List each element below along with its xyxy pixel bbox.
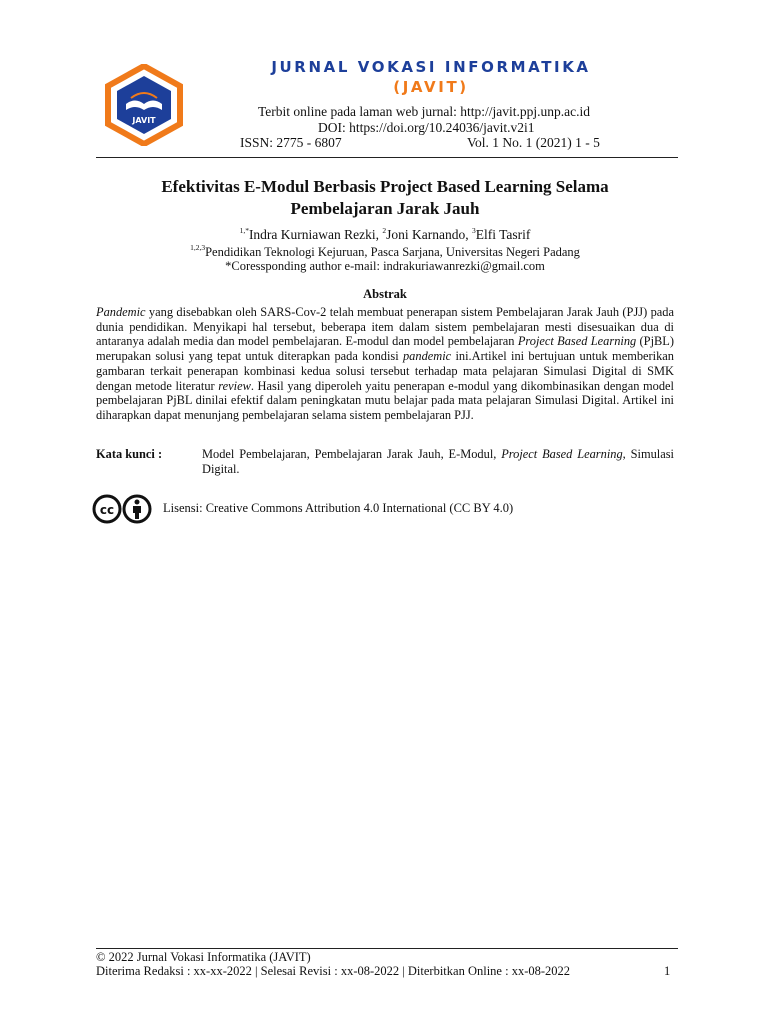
abstract-heading: Abstrak (363, 287, 407, 301)
page-number: 1 (664, 964, 671, 978)
title-line-1: Efektivitas E-Modul Berbasis Project Based Learning Selama (161, 177, 609, 196)
affiliation-text: Pendidikan Teknologi Kejuruan, Pasca Sarjana, Universitas Negeri Padang (205, 245, 580, 259)
footer-dates: Diterima Redaksi : xx-xx-2022 | Selesai Revisi : xx-08-2022 | Diterbitkan Online : xx-08-2022 (96, 964, 571, 978)
author-2: Joni Karnando, (386, 227, 472, 242)
abstract-part-7: review (218, 378, 251, 393)
cc-text: cc (99, 503, 115, 517)
header-rule (96, 157, 678, 158)
keywords-part-1: Model Pembelajaran, Pembelajaran Jarak Jauh, E-Modul, (202, 447, 502, 461)
javit-logo (104, 64, 184, 146)
title-line-2: Pembelajaran Jarak Jauh (290, 199, 480, 218)
footer-copyright: © 2022 Jurnal Vokasi Informatika (JAVIT) (96, 950, 311, 964)
issn: ISSN: 2775 - 6807 (240, 135, 342, 150)
keywords-text (202, 447, 674, 476)
author-list (96, 226, 674, 243)
abstract-part-1: Pandemic (96, 305, 146, 319)
keywords-part-3: , Simulasi Digital. (202, 447, 674, 476)
journal-name: JURNAL VOKASI INFORMATIKA (271, 58, 591, 76)
keywords-label: Kata kunci : (96, 447, 163, 461)
author-1: Indra Kurniawan Rezki, (248, 227, 383, 242)
keywords (96, 447, 674, 476)
online-info: Terbit online pada laman web jurnal: http://javit.ppj.unp.ac.id (258, 104, 590, 119)
abstract-part-4: (PjBL) merupakan solusi yang tepat untuk diterapkan pada kondisi (96, 334, 674, 364)
abstract-text (96, 305, 674, 423)
author-3-sup: 3 (472, 226, 476, 235)
affiliation-sup: 1,2,3 (190, 243, 206, 252)
doi: DOI: https://doi.org/10.24036/javit.v2i1 (318, 120, 535, 135)
cc-by-icon (92, 493, 154, 525)
abstract-part-2: yang disebabkan oleh SARS-Cov-2 telah membuat penerapan sistem Pembelajaran Jarak Jauh (PJJ) pada dunia pendidikan. Menyikapi hal tersebut, beberapa item dalam sistem pembelajaran mesti disesuaikan dua di antaranya adalah media dan model pembelajaran. E-modul dan model pembelajaran (96, 305, 674, 349)
abstract-part-3: Project Based Learning (517, 334, 637, 349)
volume-info: Vol. 1 No. 1 (2021) 1 - 5 (467, 135, 600, 150)
abstract-part-6: ini.Artikel ini bertujuan untuk memberikan gambaran terkait penerapan kombinasi kedua solusi tersebut terhadap mata pelajaran Simulasi Digital di SMK dengan metode literatur (96, 349, 674, 393)
author-2-sup: 2 (382, 226, 387, 235)
journal-abbr: (JAVIT) (393, 78, 469, 96)
corresponding-author: *Coressponding author e-mail: indrakuriawanrezki@gmail.com (225, 259, 545, 273)
license-text: Lisensi: Creative Commons Attribution 4.0 International (CC BY 4.0) (163, 501, 514, 515)
author-3: Elfi Tasrif (475, 227, 531, 242)
keywords-part-2: Project Based Learning (501, 447, 623, 461)
affiliation (96, 243, 674, 260)
abstract-part-8: . Hasil yang diperoleh yaitu penerapan e-modul yang dikombinasikan dengan model pembelajaran PjBL dinilai efektif dalam peningkatan mutu belajar pada mata pelajaran Simulasi Digital. Artikel ini diharapkan dapat menunjang pembelajaran selama sistem pembelajaran PJJ. (96, 378, 674, 422)
abstract-part-5: pandemic (402, 349, 452, 364)
author-1-sup: 1,* (239, 226, 249, 235)
article-title (96, 176, 674, 220)
footer-rule (96, 948, 678, 949)
logo-text: JAVIT (132, 116, 156, 125)
